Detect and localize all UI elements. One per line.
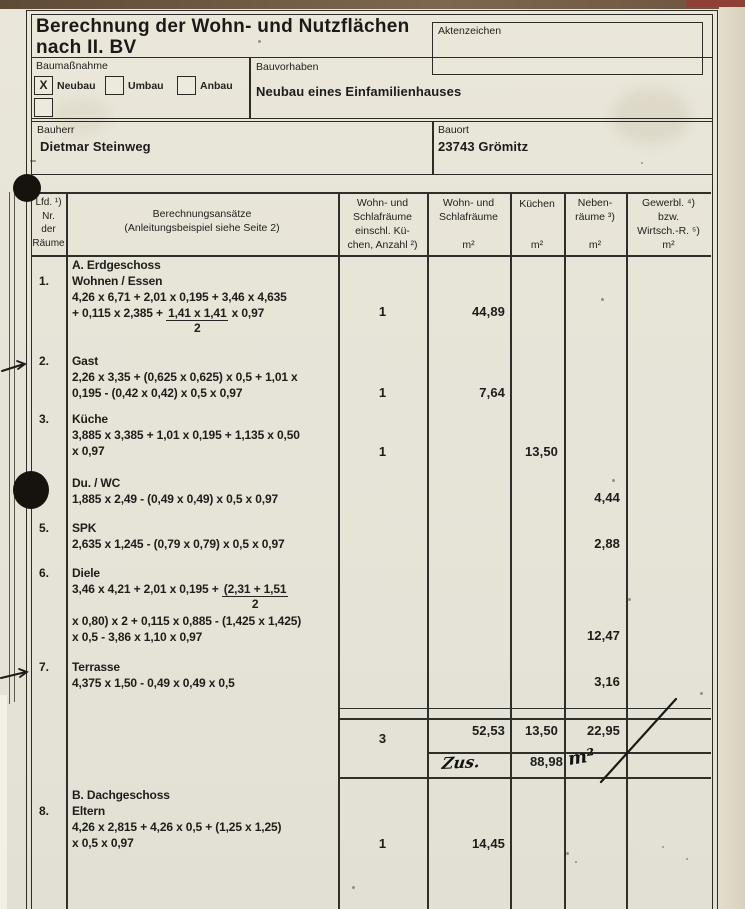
row-room-name: Eltern xyxy=(72,804,106,818)
cell-wohn-m2: 7,64 xyxy=(479,385,505,400)
header-line: Schlafräume xyxy=(353,211,412,223)
header-line: Wohn- und xyxy=(356,197,409,209)
row-room-name: Wohnen / Essen xyxy=(72,274,163,288)
paper-speck xyxy=(641,162,643,164)
bauort-label: Bauort xyxy=(438,124,469,136)
subtotal-wohn-m2: 52,53 xyxy=(471,723,505,738)
header-line: einschl. Kü- xyxy=(355,225,410,237)
paper-speck xyxy=(686,858,688,860)
cell-neben-m2: 2,88 xyxy=(594,536,620,551)
hole-punch-mark xyxy=(13,471,49,509)
paper-speck xyxy=(352,886,355,889)
fraction-denominator: 2 xyxy=(194,321,201,335)
row-section-title: B. Dachgeschoss xyxy=(72,788,170,802)
paper-speck xyxy=(30,160,36,162)
formula-line: x 0,97 xyxy=(72,444,105,458)
paper-speck xyxy=(662,846,664,848)
paper-speck xyxy=(628,598,631,601)
checkbox-neubau: X xyxy=(34,76,53,95)
formula-part: + 0,115 x 2,385 + xyxy=(72,306,167,320)
bauherr-label: Bauherr xyxy=(37,124,75,136)
formula-fraction xyxy=(166,306,228,335)
subtotal-anzahl: 3 xyxy=(378,731,387,746)
cell-kuechen-m2: 13,50 xyxy=(524,444,558,459)
header-line: Lfd. ¹) xyxy=(35,197,62,208)
fraction-numerator: (2,31 + 1,51 xyxy=(223,582,287,596)
column-header-neben xyxy=(564,196,626,252)
page-title-line1: Berechnung der Wohn- und Nutzflächen xyxy=(36,16,410,37)
header-line: Neben- xyxy=(577,197,613,209)
cell-neben-m2: 12,47 xyxy=(586,628,620,643)
header-line: der xyxy=(41,224,56,235)
fraction-denominator: 2 xyxy=(251,597,259,611)
row-section-title: A. Erdgeschoss xyxy=(72,258,161,272)
header-line: Wirtsch.-R. ⁵) xyxy=(637,225,700,237)
cell-anzahl: 1 xyxy=(378,304,387,319)
cell-wohn-m2: 14,45 xyxy=(471,836,505,851)
binding-line xyxy=(9,192,10,704)
cell-neben-m2: 4,44 xyxy=(594,490,620,505)
formula-line xyxy=(72,582,288,611)
checkbox-anbau xyxy=(177,76,196,95)
paper-speck xyxy=(566,852,569,855)
formula-line: 3,885 x 3,385 + 1,01 x 0,195 + 1,135 x 0,50 xyxy=(72,428,300,442)
checkbox-umbau xyxy=(105,76,124,95)
table-column-line xyxy=(338,192,340,909)
checkbox-extra xyxy=(34,98,53,117)
subtotal-neben-m2: 22,95 xyxy=(586,723,620,738)
header-line: Räume xyxy=(32,237,65,249)
paper-speck xyxy=(612,479,615,482)
bauvorhaben-label: Bauvorhaben xyxy=(256,61,319,73)
row-number: 2. xyxy=(39,354,50,368)
formula-line: 4,26 x 2,815 + 4,26 x 0,5 + (1,25 x 1,25) xyxy=(72,820,282,834)
bauort-value: 23743 Grömitz xyxy=(438,139,529,154)
subtotal-total-m2: 88,98 xyxy=(529,754,563,769)
header-line: räume ³) xyxy=(575,211,615,223)
cell-anzahl: 1 xyxy=(378,444,387,459)
header-line: Schlafräume xyxy=(439,211,498,223)
header-line: Wohn- und xyxy=(442,197,495,209)
column-header-ansaetze xyxy=(66,207,338,235)
formula-line: 2,26 x 3,35 + (0,625 x 0,625) x 0,5 + 1,01 x xyxy=(72,370,298,384)
cell-anzahl: 1 xyxy=(378,836,387,851)
row-number: 6. xyxy=(39,566,50,580)
formula-fraction xyxy=(222,582,289,611)
binding-line xyxy=(14,190,15,702)
column-header-kuechen xyxy=(510,197,564,252)
table-column-line xyxy=(626,192,628,909)
row-number: 8. xyxy=(39,804,50,818)
subtotal-kuechen-m2: 13,50 xyxy=(524,723,558,738)
table-column-line xyxy=(66,192,68,909)
header-line: Berechnungsansätze xyxy=(152,208,252,220)
column-header-wohn xyxy=(427,196,510,252)
formula-line: x 0,5 x 0,97 xyxy=(72,836,134,850)
header-line: bzw. xyxy=(657,211,679,223)
row-room-name: Küche xyxy=(72,412,108,426)
formula-line xyxy=(72,306,264,335)
table-top-line xyxy=(31,192,711,194)
formula-line: 1,885 x 2,49 - (0,49 x 0,49) x 0,5 x 0,97 xyxy=(72,492,279,506)
row-number: 5. xyxy=(39,521,50,535)
margin-arrow-mark xyxy=(0,665,34,683)
cell-neben-m2: 3,16 xyxy=(594,674,620,689)
page-title-line2: nach II. BV xyxy=(36,37,137,58)
header-line: (Anleitungsbeispiel siehe Seite 2) xyxy=(124,222,280,234)
row-room-name: Terrasse xyxy=(72,660,120,674)
column-header-gewerbl xyxy=(626,196,711,252)
paper-speck xyxy=(575,861,577,863)
row-room-name: Gast xyxy=(72,354,99,368)
formula-line: 2,635 x 1,245 - (0,79 x 0,79) x 0,5 x 0,97 xyxy=(72,537,285,551)
formula-line: 4,375 x 1,50 - 0,49 x 0,49 x 0,5 xyxy=(72,676,235,690)
paper-speck xyxy=(258,40,261,43)
row-number: 7. xyxy=(39,660,50,674)
column-header-anzahl xyxy=(338,196,427,252)
cancellation-slash-mark xyxy=(595,694,685,786)
formula-part: x 0,97 xyxy=(228,306,265,320)
bauvorhaben-value: Neubau eines Einfamilienhauses xyxy=(256,84,462,99)
row-room-name: Du. / WC xyxy=(72,476,121,490)
scan-background-edge xyxy=(0,0,745,9)
table-column-line xyxy=(427,192,429,909)
scan-paper-margin xyxy=(0,695,7,909)
formula-line: 0,195 - (0,42 x 0,42) x 0,5 x 0,97 xyxy=(72,386,243,400)
paper-speck xyxy=(601,298,604,301)
column-header-lfd xyxy=(31,196,66,250)
formula-line: x 0,80) x 2 + 0,115 x 0,885 - (1,425 x 1,425) xyxy=(72,614,302,628)
header-line: chen, Anzahl ²) xyxy=(347,239,418,251)
bauherr-value: Dietmar Steinweg xyxy=(40,139,151,154)
header-line: m² xyxy=(462,239,475,251)
checkbox-neubau-label: Neubau xyxy=(57,80,96,92)
handwritten-sum-label: Zus. xyxy=(440,751,482,774)
formula-part: 3,46 x 4,21 + 2,01 x 0,195 + xyxy=(72,582,222,596)
cell-wohn-m2: 44,89 xyxy=(471,304,505,319)
paper-speck xyxy=(700,692,703,695)
baumassnahme-label: Baumaßnahme xyxy=(36,60,108,72)
margin-arrow-mark xyxy=(0,358,32,376)
handwritten-unit: m² xyxy=(566,745,597,770)
table-column-line xyxy=(510,192,512,909)
header-line: Küchen xyxy=(519,198,555,210)
aktenzeichen-label: Aktenzeichen xyxy=(438,25,502,37)
hole-punch-mark xyxy=(13,174,41,202)
row-number: 1. xyxy=(39,274,50,288)
scan-paper-margin xyxy=(719,7,745,909)
row-room-name: SPK xyxy=(72,521,97,535)
row-room-name: Diele xyxy=(72,566,100,580)
fraction-numerator: 1,41 x 1,41 xyxy=(168,306,227,320)
header-line: Nr. xyxy=(42,210,55,222)
formula-line: 4,26 x 6,71 + 2,01 x 0,195 + 3,46 x 4,635 xyxy=(72,290,287,304)
checkbox-anbau-label: Anbau xyxy=(200,80,233,92)
checkbox-umbau-label: Umbau xyxy=(128,80,164,92)
cell-anzahl: 1 xyxy=(378,385,387,400)
page-title xyxy=(36,16,410,58)
header-line: Gewerbl. ⁴) xyxy=(642,197,695,209)
scan-background-edge xyxy=(686,0,745,7)
header-line: m² xyxy=(588,239,602,251)
formula-line: x 0,5 - 3,86 x 1,10 x 0,97 xyxy=(72,630,203,644)
row-number: 3. xyxy=(39,412,50,426)
header-line: m² xyxy=(530,239,544,251)
header-line: m² xyxy=(662,239,675,251)
table-header-line xyxy=(31,255,711,257)
